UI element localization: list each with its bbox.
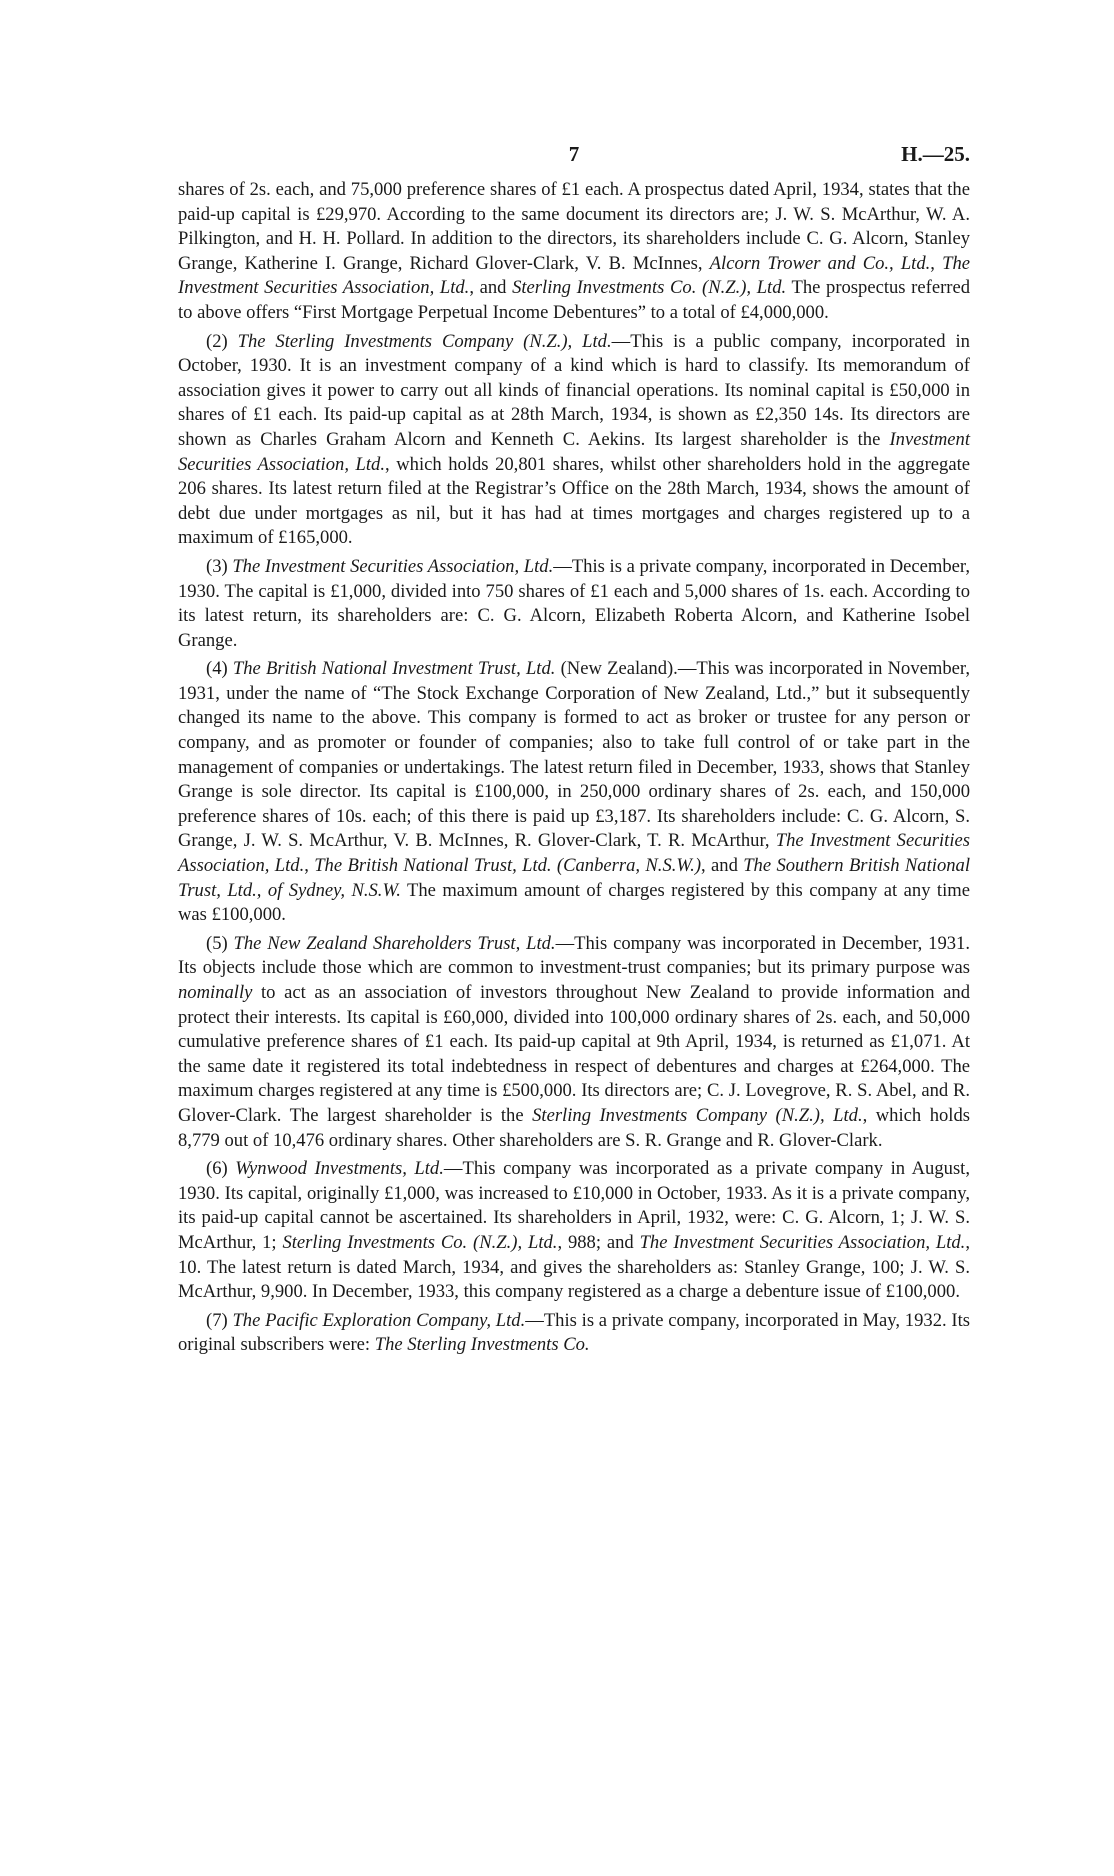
- paragraph-item-3: [178, 555, 970, 653]
- page-number: 7: [568, 142, 580, 166]
- italic-name: Sterling Investments Co. (N.Z.), Ltd.: [512, 277, 787, 299]
- text-run: (6): [206, 1158, 236, 1180]
- text-run: —This is a private company, incorporated in December, 1930. The capital is £1,000, divided into 750 shares of £1 each and 5,000 shares of 1s. each. According to its latest return, its shareholders are: C. G. Alcorn, Elizabeth Roberta Alcorn, and Katherine Isobel Grange.: [178, 555, 971, 651]
- text-run: , 988; and: [557, 1231, 640, 1253]
- text-run: (3): [206, 555, 233, 577]
- paragraph-item-4: [178, 657, 970, 928]
- text-run: —This company was incorporated as a private company in August, 1930. Its capital, originally £1,000, was increased to £10,000 in October, 1933. As it is a private company, its paid-up capital cannot be ascertained. Its shareholders in April, 1932, were: C. G. Alcorn, 1; J. W. S. McArthur, 1;: [178, 1158, 970, 1253]
- text-run: shares of 2s. each, and 75,000 preference shares of £1 each. A prospectus dated April, 1934, states that the paid-up capital is £29,970. According to the same document its directors are; J. W. S. McArthur, W. A. Pilkington, and H. H. Pollard. In addition to the directors, its shareholders include C. G. Alcorn, Stanley Grange, Katherine I. Grange, Richard Glover-Clark, V. B. McInnes,: [178, 179, 970, 274]
- text-run: (7): [206, 1309, 233, 1331]
- text-run: (5): [206, 932, 234, 954]
- italic-name: The Sterling Investments Company (N.Z.), Ltd.: [237, 330, 612, 352]
- text-run: , and: [701, 855, 744, 877]
- italic-name: Sterling Investments Company (N.Z.), Ltd.: [532, 1104, 863, 1126]
- text-run: —This is a private company, incorporated in May, 1932. Its original subscribers were:: [178, 1309, 970, 1356]
- italic-name: The Investment Securities Association, Ltd.: [639, 1231, 966, 1253]
- italic-name: Wynwood Investments, Ltd.: [235, 1158, 444, 1180]
- document-page: [178, 142, 970, 1358]
- text-run: The prospectus referred to above offers “First Mortgage Perpetual Income Debentures” to a total of £4,000,000.: [178, 277, 970, 323]
- body-text: [178, 178, 970, 1358]
- italic-name: Sterling Investments Co. (N.Z.), Ltd.: [282, 1231, 558, 1253]
- paragraph-continuation: [178, 178, 970, 326]
- italic-name: The Investment Securities Association, Ltd.: [232, 555, 554, 577]
- page-header: [178, 142, 970, 172]
- paragraph-item-5: [178, 932, 970, 1153]
- text-run: —This company was incorporated in December, 1931. Its objects include those which are common to investment-trust companies; but its primary purpose was: [178, 932, 970, 979]
- italic-name: The Pacific Exploration Company, Ltd.: [232, 1309, 526, 1331]
- paragraph-item-2: [178, 330, 970, 551]
- text-run: ,: [930, 252, 943, 274]
- italic-name: Investment Securities Association, Ltd.: [178, 428, 970, 475]
- text-run: (4): [206, 658, 233, 680]
- italic-name: The Investment Securities Association, Ltd.: [178, 252, 970, 299]
- italic-name: The Sterling Investments Co.: [374, 1334, 590, 1356]
- text-run: —This is a public company, incorporated in October, 1930. It is an investment company of a kind which is hard to classify. Its memorandum of association gives it power to carry out all kinds of financial operations. Its nominal capital is £50,000 in shares of £1 each. Its paid-up capital as at 28th March, 1934, is shown as £2,350 14s. Its directors are shown as Charles Graham Alcorn and Kenneth C. Aekins. Its largest shareholder is the: [178, 330, 970, 450]
- paragraph-item-6: [178, 1157, 970, 1305]
- italic-name: nominally: [178, 982, 253, 1003]
- text-run: ,: [304, 855, 315, 877]
- document-reference: H.—25.: [901, 142, 970, 166]
- text-run: , and: [469, 277, 513, 299]
- italic-name: Alcorn Trower and Co., Ltd.: [709, 252, 931, 274]
- italic-name: The Investment Securities Association, Ltd.: [178, 830, 970, 877]
- italic-name: The British National Investment Trust, Ltd.: [232, 658, 556, 680]
- text-run: , which holds 20,801 shares, whilst other shareholders hold in the aggregate 206 shares. Its latest return filed at the Registrar’s Office on the 28th March, 1934, shows the amount of debt due under mortgages as nil, but it has had at times mortgages and charges registered up to a maximum of £165,000.: [178, 453, 971, 549]
- text-run: The maximum amount of charges registered by this company at any time was £100,000.: [178, 879, 970, 926]
- italic-name: The New Zealand Shareholders Trust, Ltd.: [233, 932, 556, 954]
- text-run: , which holds 8,779 out of 10,476 ordinary shares. Other shareholders are S. R. Grange and R. Glover-Clark.: [178, 1104, 970, 1151]
- text-run: (2): [206, 330, 238, 352]
- paragraph-item-7: [178, 1309, 970, 1358]
- text-run: , 10. The latest return is dated March, 1934, and gives the shareholders as: Stanley Grange, 100; J. W. S. McArthur, 9,900. In December, 1933, this company registered as a charge a debenture issue of £100,000.: [178, 1231, 970, 1303]
- text-run: to act as an association of investors throughout New Zealand to provide information and protect their interests. Its capital is £60,000, divided into 100,000 ordinary shares of 2s. each, and 50,000 cumulative preference shares of £1 each. Its paid-up capital at 9th April, 1934, is returned as £1,071. At the same date it registered its total indebtedness in respect of debentures and charges at £264,000. The maximum charges registered at any time is £500,000. Its directors are; C. J. Lovegrove, R. S. Abel, and R. Glover-Clark. The largest shareholder is the: [178, 982, 970, 1126]
- italic-name: The Southern British National Trust, Ltd., of Sydney, N.S.W.: [178, 855, 970, 901]
- italic-name: The British National Trust, Ltd. (Canberra, N.S.W.): [314, 855, 702, 877]
- text-run: (New Zealand).—This was incorporated in November, 1931, under the name of “The Stock Exchange Corporation of New Zealand, Ltd.,” but it subsequently changed its name to the above. This company is formed to act as broker or trustee for any person or company, and as promoter or founder of companies; also to take full control of or take part in the management of companies or undertakings. The latest return filed in December, 1933, shows that Stanley Grange is sole director. Its capital is £100,000, in 250,000 ordinary shares of 2s. each, and 150,000 preference shares of 10s. each; of this there is paid up £3,187. Its shareholders include: C. G. Alcorn, S. Grange, J. W. S. McArthur, V. B. McInnes, R. Glover-Clark, T. R. McArthur,: [178, 658, 971, 852]
